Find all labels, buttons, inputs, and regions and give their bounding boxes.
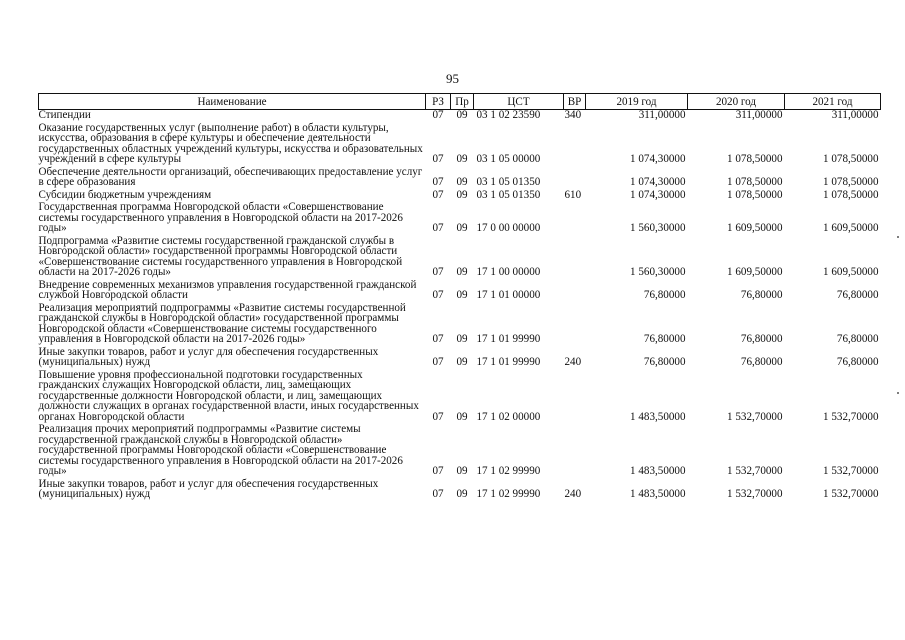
scan-dot (897, 236, 899, 238)
row-rz: 07 (432, 488, 444, 500)
row-pr: 09 (456, 289, 468, 301)
row-value-2020: 1 532,70000 (727, 410, 783, 423)
row-rz: 07 (432, 222, 444, 234)
row-rz: 07 (432, 356, 444, 368)
row-value-2019: 76,80000 (643, 333, 686, 345)
budget-table (38, 93, 881, 502)
row-pr: 09 (456, 465, 468, 477)
row-cst: 03 1 02 23590 (476, 109, 541, 121)
row-value-2021: 1 609,50000 (823, 222, 879, 234)
row-value-2019: 1 560,30000 (630, 222, 686, 234)
row-name: Повышение уровня профессиональной подготовки государственных гражданских служащих Новгородской области, лиц, замещающих государственные должности Новгородской области, и лиц, замещающих должности служащих в органах государственной власти, иных государственных органах Новгородской области (38, 368, 419, 423)
row-value-2019: 1 483,50000 (630, 410, 686, 423)
row-cst: 17 1 01 00000 (476, 289, 541, 301)
header-year-2021: 2021 год (785, 94, 881, 110)
row-pr: 09 (456, 153, 468, 165)
row-value-2021: 1 532,70000 (823, 488, 879, 500)
row-vr: 240 (564, 356, 582, 368)
row-vr (564, 424, 586, 479)
row-value-2021: 1 078,50000 (823, 153, 879, 165)
row-cst: 03 1 05 01350 (476, 176, 541, 188)
table-row (39, 123, 881, 167)
table-row (39, 110, 881, 123)
row-value-2020: 1 078,50000 (727, 188, 783, 201)
row-value-2019: 1 074,30000 (630, 176, 686, 188)
row-name: Внедрение современных механизмов управления государственной гражданской службой Новгородской области (38, 278, 417, 301)
table-row (39, 280, 881, 303)
row-rz: 07 (432, 333, 444, 345)
row-pr: 09 (456, 176, 468, 188)
table-header (39, 94, 881, 110)
row-value-2019: 1 074,30000 (630, 188, 686, 201)
row-rz: 07 (432, 176, 444, 188)
row-cst: 17 1 02 99990 (476, 465, 541, 477)
row-name: Оказание государственных услуг (выполнение работ) в области культуры, искусства, образования в сфере культуры и обеспечение деятельности государственных областных учреждений культуры, искусства и образовательных учреждений в сфере культуры (38, 121, 423, 165)
table-row (39, 167, 881, 190)
row-value-2019: 311,00000 (638, 109, 686, 121)
table-row (39, 424, 881, 479)
row-value-2020: 1 078,50000 (727, 176, 783, 188)
row-rz: 07 (432, 266, 444, 278)
header-rz: РЗ (426, 94, 451, 110)
row-cst: 17 1 01 99990 (476, 333, 541, 345)
row-name: Иные закупки товаров, работ и услуг для обеспечения государственных (муниципальных) нужд (38, 477, 379, 500)
row-rz: 07 (432, 465, 444, 477)
row-value-2020: 311,00000 (735, 109, 783, 121)
row-value-2020: 1 532,70000 (727, 465, 783, 477)
row-value-2020: 76,80000 (740, 333, 783, 345)
row-value-2020: 1 609,50000 (727, 266, 783, 278)
row-vr (564, 123, 586, 167)
row-cst: 17 1 02 99990 (476, 488, 541, 500)
row-value-2021: 76,80000 (836, 356, 879, 368)
row-vr (564, 236, 586, 280)
table-row (39, 202, 881, 236)
row-rz: 07 (432, 289, 444, 301)
table-row (39, 236, 881, 280)
row-name: Субсидии бюджетным учреждениям (38, 188, 212, 201)
row-value-2021: 76,80000 (836, 289, 879, 301)
row-value-2019: 1 483,50000 (630, 465, 686, 477)
row-pr: 09 (456, 356, 468, 368)
row-vr: 340 (564, 109, 582, 121)
row-vr: 240 (564, 488, 582, 500)
row-pr: 09 (456, 488, 468, 500)
row-value-2019: 1 074,30000 (630, 153, 686, 165)
table-row (39, 370, 881, 425)
row-cst: 17 1 00 00000 (476, 266, 541, 278)
row-vr (564, 202, 586, 236)
row-cst: 17 1 01 99990 (476, 356, 541, 368)
row-cst: 03 1 05 01350 (476, 188, 541, 201)
header-year-2020: 2020 год (688, 94, 785, 110)
row-value-2019: 1 560,30000 (630, 266, 686, 278)
row-name: Государственная программа Новгородской области «Совершенствование системы государственного управления в Новгородской области на 2017-2026 годы» (38, 201, 403, 234)
row-value-2021: 1 078,50000 (823, 176, 879, 188)
row-cst: 17 0 00 00000 (476, 222, 541, 234)
row-value-2019: 76,80000 (643, 289, 686, 301)
table-row (39, 303, 881, 347)
row-value-2020: 76,80000 (740, 289, 783, 301)
row-name: Иные закупки товаров, работ и услуг для обеспечения государственных (муниципальных) нужд (38, 345, 379, 368)
row-rz: 07 (432, 109, 444, 121)
header-vr: ВР (564, 94, 586, 110)
header-cst: ЦСТ (474, 94, 564, 110)
row-vr (564, 303, 586, 347)
row-vr (564, 280, 586, 303)
table-body (39, 110, 881, 502)
table-row (39, 479, 881, 502)
row-value-2021: 1 532,70000 (823, 410, 879, 423)
page-number: 95 (446, 71, 459, 86)
row-vr (564, 167, 586, 190)
scan-dot (897, 392, 899, 394)
row-rz: 07 (432, 188, 444, 201)
header-name: Наименование (39, 94, 426, 110)
row-vr (564, 370, 586, 425)
row-rz: 07 (432, 410, 444, 423)
row-cst: 03 1 05 00000 (476, 153, 541, 165)
row-value-2019: 1 483,50000 (630, 488, 686, 500)
row-pr: 09 (456, 188, 468, 201)
row-value-2021: 76,80000 (836, 333, 879, 345)
header-pr: Пр (451, 94, 474, 110)
row-pr: 09 (456, 109, 468, 121)
row-pr: 09 (456, 222, 468, 234)
row-rz: 07 (432, 153, 444, 165)
row-value-2021: 311,00000 (831, 109, 879, 121)
row-value-2019: 76,80000 (643, 356, 686, 368)
row-value-2020: 1 532,70000 (727, 488, 783, 500)
row-name: Реализация мероприятий подпрограммы «Развитие системы государственной гражданской службы в Новгородской области» государственной программы Новгородской области «Совершенствование системы государственного управления в Новгородской области на 2017-2026 годы» (38, 301, 406, 345)
row-name: Стипендии (38, 109, 91, 121)
row-name: Обеспечение деятельности организаций, обеспечивающих предоставление услуг в сфере образования (38, 165, 423, 188)
row-value-2021: 1 609,50000 (823, 266, 879, 278)
header-year-2019: 2019 год (586, 94, 688, 110)
table-row (39, 347, 881, 370)
row-value-2020: 76,80000 (740, 356, 783, 368)
row-vr: 610 (564, 188, 582, 201)
row-value-2021: 1 078,50000 (823, 188, 879, 201)
row-cst: 17 1 02 00000 (476, 410, 541, 423)
row-name: Подпрограмма «Развитие системы государственной гражданской службы в Новгородской области» государственной программы Новгородской области «Совершенствование системы государственного управления в Новгородской области на 2017-2026 годы» (38, 234, 403, 278)
row-name: Реализация прочих мероприятий подпрограммы «Развитие системы государственной гражданской службы в Новгородской области» государственной программы Новгородской области «Совершенствование системы государственного управления в Новгородской области на 2017-2026 годы» (38, 423, 403, 477)
row-pr: 09 (456, 333, 468, 345)
row-pr: 09 (456, 266, 468, 278)
row-value-2021: 1 532,70000 (823, 465, 879, 477)
row-value-2020: 1 078,50000 (727, 153, 783, 165)
row-pr: 09 (456, 410, 468, 423)
row-value-2020: 1 609,50000 (727, 222, 783, 234)
